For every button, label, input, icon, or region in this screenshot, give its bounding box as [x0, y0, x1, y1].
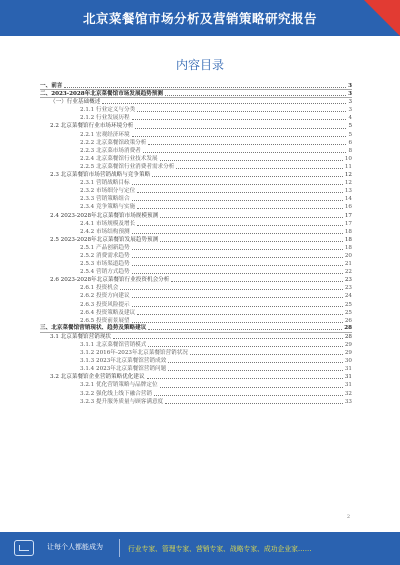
- dot-leader: [113, 338, 343, 339]
- report-title: 北京菜餐馆市场分析及营销策略研究报告: [82, 11, 317, 26]
- dot-leader: [137, 192, 343, 193]
- dot-leader: [148, 346, 343, 347]
- toc-entry-title: 2.4 2023-2028年北京菜餐馆市场规模预测: [50, 212, 159, 219]
- toc-entry-title: 3.2.1 优化营销策略与品牌定位: [80, 382, 158, 389]
- toc-entry-title: 2.6.4 投资策略及建议: [80, 309, 136, 316]
- dot-leader: [171, 281, 343, 282]
- dot-leader: [137, 225, 343, 226]
- toc-entry-title: 2.6.1 投资机会: [80, 285, 119, 292]
- table-of-contents: [40, 82, 352, 406]
- toc-entry[interactable]: [40, 390, 352, 398]
- toc-entry-page: 20: [344, 252, 352, 259]
- toc-entry[interactable]: [40, 333, 352, 341]
- toc-entry-page: 3: [348, 99, 352, 106]
- toc-entry-page: 18: [344, 244, 352, 251]
- dot-leader: [132, 136, 347, 137]
- dot-leader: [160, 160, 343, 161]
- toc-entry-title: 2.1.2 行业发展历程: [80, 115, 130, 122]
- toc-entry-page: 23: [344, 277, 352, 284]
- page-number: 2: [346, 514, 350, 520]
- toc-entry-page: 18: [344, 236, 352, 243]
- toc-entry-title: 二、2023-2028年北京菜餐馆市场发展趋势预测: [40, 90, 163, 97]
- toc-entry[interactable]: [40, 381, 352, 389]
- toc-entry-title: 2.6.2 投资方向建议: [80, 293, 130, 300]
- toc-entry[interactable]: [40, 252, 352, 260]
- dot-leader: [168, 370, 343, 371]
- toc-entry-title: 3.2.2 强化线上线下融合营销: [80, 390, 152, 397]
- toc-entry[interactable]: [40, 155, 352, 163]
- toc-entry-page: 25: [344, 301, 352, 308]
- dot-leader: [137, 111, 346, 112]
- toc-entry[interactable]: [40, 187, 352, 195]
- toc-entry-page: 21: [344, 261, 352, 268]
- toc-entry-page: 31: [344, 382, 352, 389]
- toc-entry-page: 11: [344, 163, 352, 170]
- dot-leader: [132, 322, 343, 323]
- toc-entry-title: （一）行业基础概述: [50, 99, 101, 106]
- toc-entry-page: 29: [344, 342, 352, 348]
- toc-entry-page: 31: [344, 374, 352, 381]
- dot-leader: [148, 329, 342, 330]
- toc-entry-title: 2.5.4 营销方式趋势: [80, 269, 130, 276]
- toc-entry-page: 30: [344, 358, 352, 365]
- toc-entry-page: 23: [344, 285, 352, 292]
- toc-entry-page: 17: [344, 212, 352, 219]
- toc-entry-page: 4: [348, 115, 352, 122]
- dot-leader: [64, 87, 346, 88]
- dot-leader: [137, 208, 343, 209]
- dot-leader: [160, 241, 343, 242]
- toc-entry-page: 12: [344, 180, 352, 187]
- toc-entry-title: 2.2.2 北京菜餐馆政策分析: [80, 139, 147, 146]
- toc-entry[interactable]: [40, 122, 352, 130]
- toc-entry-title: 2.5 2023-2028年北京菜餐馆发展趋势预测: [50, 236, 159, 243]
- toc-entry-title: 3.1.2 2016年-2023年北京菜餐馆营销状况: [80, 350, 188, 357]
- toc-entry-page: 5: [348, 131, 352, 138]
- toc-entry-title: 3.1.3 2023年北京菜餐馆营销成效: [80, 358, 167, 365]
- dot-leader: [148, 144, 346, 145]
- toc-entry[interactable]: [40, 398, 352, 406]
- toc-entry[interactable]: [40, 260, 352, 268]
- toc-entry[interactable]: [40, 349, 352, 357]
- toc-entry-title: 2.2.4 北京菜餐馆行业技术发展: [80, 155, 158, 162]
- dot-leader: [190, 354, 343, 355]
- dot-leader: [165, 403, 343, 404]
- toc-entry-title: 2.5.3 市场渠道趋势: [80, 261, 130, 268]
- dot-leader: [132, 257, 343, 258]
- toc-entry[interactable]: [40, 212, 352, 220]
- toc-entry[interactable]: [40, 220, 352, 228]
- toc-entry-title: 3.1.1 北京菜餐馆营销模式: [80, 342, 147, 348]
- toc-entry-title: 2.1.1 行业定义与分类: [80, 107, 136, 114]
- toc-entry-title: 3.1.4 2023年北京菜餐馆营销问题: [80, 366, 167, 373]
- toc-entry-title: 2.5.1 产品创新趋势: [80, 244, 130, 251]
- dot-leader: [132, 297, 343, 298]
- toc-entry-title: 2.3.1 营销战略目标: [80, 180, 130, 187]
- toc-entry-page: 33: [344, 398, 352, 405]
- toc-entry-page: 28: [344, 333, 352, 340]
- toc-entry-title: 2.3.4 竞争策略与实施: [80, 204, 136, 211]
- toc-entry-page: 6: [348, 139, 352, 146]
- toc-entry[interactable]: [40, 325, 352, 333]
- toc-entry-page: 3: [348, 82, 352, 89]
- dot-leader: [168, 362, 343, 363]
- toc-entry[interactable]: [40, 292, 352, 300]
- toc-entry-page: 5: [348, 123, 352, 130]
- toc-entry-title: 2.6 2023-2028年北京菜餐馆行业投资机会分析: [50, 277, 170, 284]
- toc-entry[interactable]: [40, 244, 352, 252]
- toc-entry[interactable]: [40, 195, 352, 203]
- toc-entry-title: 2.2.3 北京菜市场消费者: [80, 147, 141, 154]
- footer-slogan: 让每个人都能成为: [47, 543, 103, 551]
- dot-leader: [132, 265, 343, 266]
- toc-entry-title: 三、北京菜餐馆营销现状、趋势及策略建议: [40, 325, 147, 332]
- dot-leader: [120, 289, 342, 290]
- toc-entry[interactable]: [40, 106, 352, 114]
- toc-entry[interactable]: [40, 114, 352, 122]
- toc-entry-page: 18: [344, 228, 352, 235]
- toc-entry-page: 24: [344, 293, 352, 300]
- toc-entry[interactable]: [40, 90, 352, 98]
- toc-entry[interactable]: [40, 341, 352, 349]
- toc-entry-page: 26: [344, 317, 352, 324]
- toc-entry-page: 13: [344, 188, 352, 195]
- dot-leader: [160, 387, 343, 388]
- toc-entry[interactable]: [40, 373, 352, 381]
- toc-entry-title: 2.4.2 市场结构预测: [80, 228, 130, 235]
- toc-entry-title: 2.6.3 投资风险提示: [80, 301, 130, 308]
- book-icon: [14, 540, 34, 556]
- toc-entry-page: 25: [344, 309, 352, 316]
- toc-entry[interactable]: [40, 139, 352, 147]
- toc-entry-title: 3.1 北京菜餐馆营销现状: [50, 333, 112, 340]
- toc-entry[interactable]: [40, 131, 352, 139]
- toc-entry-title: 2.3.2 市场细分与定位: [80, 188, 136, 195]
- toc-entry-title: 2.6.5 投资前景展望: [80, 317, 130, 324]
- toc-entry-page: 8: [348, 147, 352, 154]
- toc-entry-page: 32: [344, 390, 352, 397]
- toc-entry-page: 31: [344, 366, 352, 373]
- toc-entry-page: 14: [344, 196, 352, 203]
- footer-tagline: 行业专家、管理专家、营销专家、战略专家、成功企业家……: [128, 545, 312, 553]
- corner-ribbon: [364, 0, 400, 36]
- toc-entry-title: 2.2.1 宏观经济环境: [80, 131, 130, 138]
- toc-entry-title: 3.2.3 提升服务质量与顾客满意度: [80, 398, 164, 405]
- dot-leader: [160, 217, 343, 218]
- toc-entry[interactable]: [40, 203, 352, 211]
- toc-entry[interactable]: [40, 171, 352, 179]
- dot-leader: [143, 152, 347, 153]
- toc-entry[interactable]: [40, 284, 352, 292]
- footer-bar: [0, 532, 400, 565]
- toc-entry[interactable]: [40, 163, 352, 171]
- toc-entry-page: 22: [344, 269, 352, 276]
- dot-leader: [132, 184, 343, 185]
- dot-leader: [176, 168, 343, 169]
- toc-entry[interactable]: [40, 276, 352, 284]
- toc-entry-title: 3.2 北京菜餐馆企业营销策略优化建议: [50, 374, 145, 381]
- toc-entry-page: 16: [344, 204, 352, 211]
- dot-leader: [165, 95, 346, 96]
- dot-leader: [132, 273, 343, 274]
- toc-entry-page: 3: [348, 107, 352, 114]
- toc-entry-title: 2.3 北京菜餐馆市场营销战略与竞争策略: [50, 172, 151, 179]
- toc-entry-title: 2.4.1 市场规模及增长: [80, 220, 136, 227]
- toc-entry-title: 2.2 北京菜餐馆行业市场环境分析: [50, 123, 134, 130]
- dot-leader: [132, 200, 343, 201]
- header-bar: [0, 0, 400, 36]
- dot-leader: [132, 249, 343, 250]
- toc-entry[interactable]: [40, 228, 352, 236]
- dot-leader: [137, 314, 343, 315]
- dot-leader: [102, 103, 346, 104]
- dot-leader: [132, 119, 347, 120]
- toc-entry-page: 17: [344, 220, 352, 227]
- toc-entry[interactable]: [40, 98, 352, 106]
- toc-entry[interactable]: [40, 147, 352, 155]
- toc-entry[interactable]: [40, 301, 352, 309]
- toc-entry-title: 2.5.2 消费需求趋势: [80, 252, 130, 259]
- dot-leader: [152, 176, 343, 177]
- toc-entry[interactable]: [40, 309, 352, 317]
- toc-entry-page: 28: [344, 325, 352, 332]
- toc-entry[interactable]: [40, 179, 352, 187]
- toc-entry-page: 29: [344, 350, 352, 357]
- toc-entry-title: 一、前言: [40, 82, 63, 89]
- toc-heading: 内容目录: [175, 58, 224, 72]
- toc-entry-title: 2.2.5 北京菜餐馆行业消费者需求分析: [80, 163, 175, 170]
- dot-leader: [135, 128, 346, 129]
- dot-leader: [147, 378, 343, 379]
- toc-entry[interactable]: [40, 365, 352, 373]
- dot-leader: [132, 306, 343, 307]
- toc-entry-title: 2.3.3 营销策略组合: [80, 196, 130, 203]
- toc-entry-page: 12: [344, 172, 352, 179]
- dot-leader: [132, 233, 343, 234]
- toc-entry-page: 3: [348, 90, 352, 97]
- toc-entry-page: 10: [344, 155, 352, 162]
- toc-entry[interactable]: [40, 236, 352, 244]
- dot-leader: [154, 395, 343, 396]
- toc-entry[interactable]: [40, 357, 352, 365]
- toc-entry[interactable]: [40, 268, 352, 276]
- footer-divider: [119, 539, 120, 557]
